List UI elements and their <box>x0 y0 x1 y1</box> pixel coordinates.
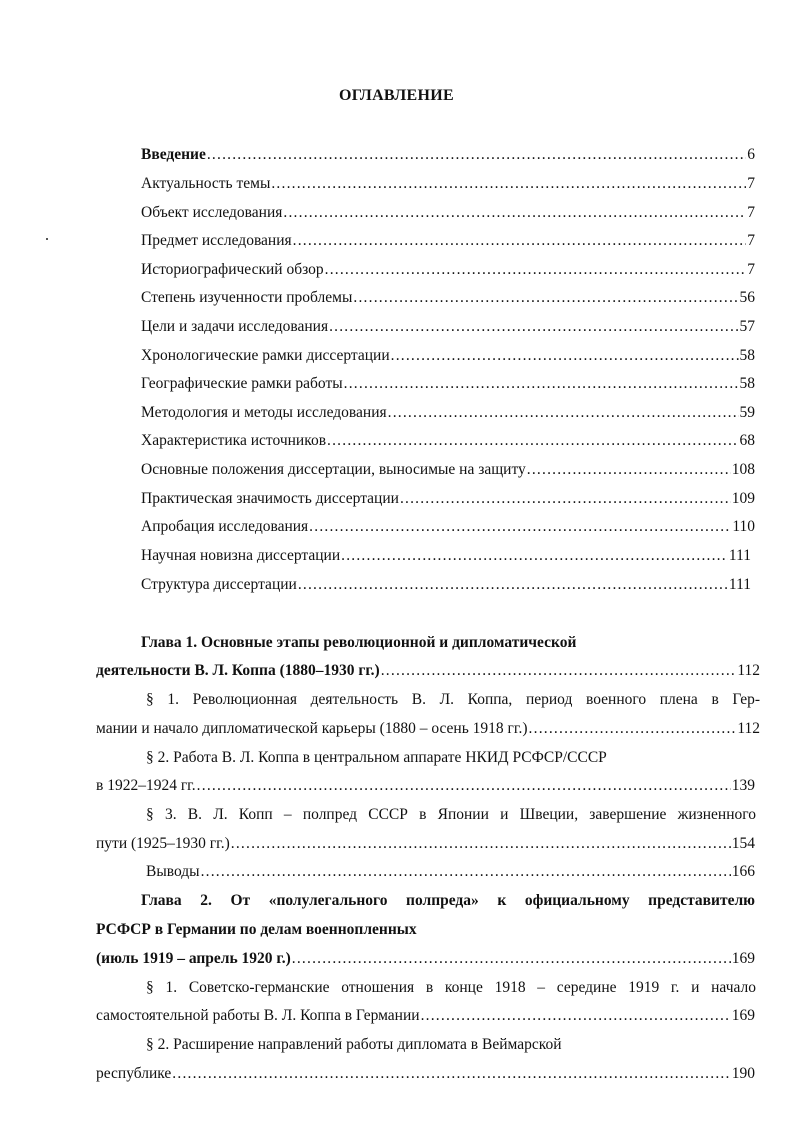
dot-leader <box>391 346 739 366</box>
section-1-2-line: § 2. Работа В. Л. Коппа в центральном аппарате НКИД РСФСР/СССР <box>146 749 607 766</box>
toc-entry-label: Структура диссертации <box>141 576 297 593</box>
toc-page-number: 154 <box>731 835 755 852</box>
dot-leader <box>381 661 737 681</box>
toc-page-number: 7 <box>747 232 755 249</box>
dot-leader <box>271 174 746 194</box>
dot-leader <box>527 460 731 480</box>
dot-leader <box>353 288 738 308</box>
chapter-2-heading-line-2: РСФСР в Германии по делам военнопленных <box>96 921 417 938</box>
dot-leader <box>283 203 746 223</box>
toc-entry[interactable] <box>141 288 755 308</box>
dot-leader <box>293 231 747 251</box>
toc-page-number: 7 <box>747 175 755 192</box>
toc-entry[interactable] <box>141 260 755 280</box>
dot-leader <box>327 431 738 451</box>
dot-leader <box>529 719 737 739</box>
toc-page-number: 6 <box>747 146 755 163</box>
toc-entry-conclusions[interactable] <box>146 862 755 882</box>
toc-page-number: 111 <box>728 576 751 593</box>
toc-entry-label: Практическая значимость диссертации <box>141 490 399 507</box>
toc-entry-label: мании и начало дипломатической карьеры (1880 – осень 1918 гг.) <box>96 720 528 737</box>
toc-entry-label: Географические рамки работы <box>141 375 343 392</box>
dot-leader <box>421 1006 731 1026</box>
toc-entry-label: Объект исследования <box>141 204 283 221</box>
section-1-3-line: § 3. В. Л. Копп – полпред СССР в Японии и Швеции, завершение жизненного <box>146 806 756 823</box>
toc-entry-label: пути (1925–1930 гг.) <box>96 835 230 852</box>
dot-leader <box>309 517 731 537</box>
dot-leader <box>325 260 747 280</box>
dot-leader <box>344 374 739 394</box>
toc-page-number: 112 <box>737 662 760 679</box>
toc-entry-section-1-3[interactable] <box>96 834 755 854</box>
toc-entry[interactable] <box>141 174 755 194</box>
toc-entry[interactable] <box>141 346 755 366</box>
toc-entry[interactable] <box>141 403 755 423</box>
toc-entry[interactable] <box>141 317 755 337</box>
toc-entry-label: самостоятельной работы В. Л. Коппа в Германии <box>96 1007 420 1024</box>
page-title: ОГЛАВЛЕНИЕ <box>339 87 454 104</box>
toc-entry-label: Основные положения диссертации, выносимые на защиту <box>141 461 526 478</box>
section-2-2-line: § 2. Расширение направлений работы дипломата в Веймарской <box>146 1036 562 1053</box>
chapter-1-heading: Глава 1. Основные этапы революционной и дипломатической <box>141 634 577 651</box>
toc-page-number: 169 <box>731 1007 755 1024</box>
scan-speck <box>46 238 48 240</box>
toc-page-number: 56 <box>739 289 755 306</box>
toc-page-number: 190 <box>731 1065 755 1082</box>
dot-leader <box>201 862 731 882</box>
toc-page-number: 7 <box>747 204 755 221</box>
toc-entry-label: Предмет исследования <box>141 232 292 249</box>
toc-page-number: 68 <box>739 432 755 449</box>
toc-page-number: 58 <box>739 375 755 392</box>
toc-entry-section-2-2[interactable] <box>96 1064 755 1084</box>
toc-entry[interactable] <box>141 374 755 394</box>
section-1-1-line: § 1. Революционная деятельность В. Л. Коппа, период военного плена в Гер- <box>146 691 760 708</box>
toc-entry-label: деятельности В. Л. Коппа (1880–1930 гг.) <box>96 662 380 679</box>
dot-leader <box>207 145 746 165</box>
dot-leader <box>298 575 728 595</box>
dot-leader <box>172 1064 730 1084</box>
toc-entry-section-1-2[interactable] <box>96 776 755 796</box>
toc-entry[interactable] <box>141 489 755 509</box>
chapter-2-heading: Глава 2. От «полулегального полпреда» к официальному представителю <box>141 892 755 909</box>
toc-entry-label: Научная новизна диссертации <box>141 547 341 564</box>
toc-entry-label: Актуальность темы <box>141 175 271 192</box>
toc-entry-label: Характеристика источников <box>141 432 327 449</box>
toc-page-number: 169 <box>731 950 755 967</box>
toc-entry[interactable] <box>141 431 755 451</box>
dot-leader <box>341 546 728 566</box>
toc-page-number: 112 <box>737 720 760 737</box>
dot-leader <box>329 317 738 337</box>
toc-entry-label: Выводы <box>146 863 200 880</box>
toc-page-number: 108 <box>731 461 755 478</box>
toc-entry-label: Хронологические рамки диссертации <box>141 347 390 364</box>
section-2-1-line: § 1. Советско-германские отношения в конце 1918 – середине 1919 г. и начало <box>146 979 756 996</box>
toc-page-number: 57 <box>739 318 755 335</box>
toc-entry[interactable] <box>141 517 755 537</box>
toc-page-number: 59 <box>739 404 755 421</box>
dot-leader <box>400 489 731 509</box>
toc-entry[interactable] <box>141 231 755 251</box>
toc-entry-chapter-1[interactable] <box>96 661 760 681</box>
toc-entry-label: (июль 1919 – апрель 1920 г.) <box>96 950 291 967</box>
toc-entry-chapter-2[interactable] <box>96 949 755 969</box>
toc-entry-label: республике <box>96 1065 172 1082</box>
toc-entry-label: Апробация исследования <box>141 518 309 535</box>
toc-page-number: 58 <box>739 347 755 364</box>
toc-entry-section-2-1[interactable] <box>96 1006 755 1026</box>
toc-entry-label: в 1922–1924 гг. <box>96 777 196 794</box>
dot-leader <box>292 949 731 969</box>
toc-page-number: 110 <box>732 518 755 535</box>
toc-entry-label: Цели и задачи исследования <box>141 318 329 335</box>
toc-entry-label: Методология и методы исследования <box>141 404 387 421</box>
toc-page-number: 139 <box>731 777 755 794</box>
toc-entry[interactable] <box>141 546 751 566</box>
dot-leader <box>231 834 731 854</box>
dot-leader <box>197 776 731 796</box>
toc-page-number: 7 <box>747 261 755 278</box>
toc-entry-label: Степень изученности проблемы <box>141 289 353 306</box>
toc-entry[interactable] <box>141 203 755 223</box>
toc-page-number: 111 <box>728 547 751 564</box>
dot-leader <box>388 403 739 423</box>
toc-page-number: 109 <box>731 490 755 507</box>
toc-entry[interactable] <box>141 460 755 480</box>
toc-entry-label: Историографический обзор <box>141 261 324 278</box>
toc-entry-section-1-1[interactable] <box>96 719 760 739</box>
toc-entry-label: Введение <box>141 146 206 163</box>
toc-page-number: 166 <box>731 863 755 880</box>
toc-entry-introduction[interactable] <box>141 145 755 165</box>
toc-entry[interactable] <box>141 575 751 595</box>
